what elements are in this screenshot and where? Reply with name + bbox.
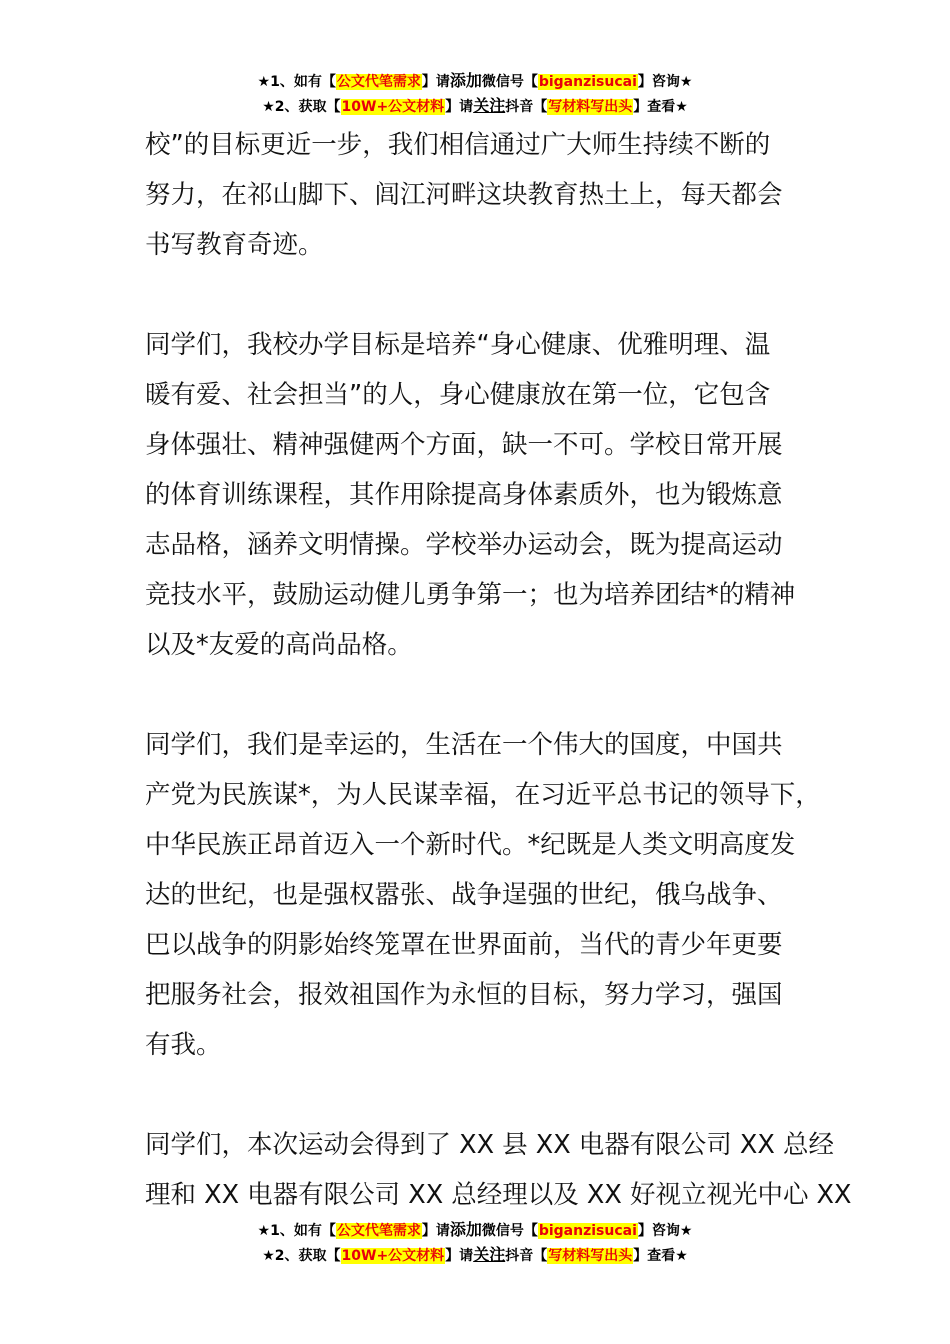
paragraph-1 [145, 120, 845, 270]
banner-text: 】请 [421, 74, 450, 90]
text-line: 身体强壮、精神强健两个方面，缺一不可。学校日常开展 [145, 430, 783, 460]
text-line: 书写教育奇迹。 [145, 230, 324, 260]
text-line: 产党为民族谋*，为人民谋幸福，在习近平总书记的领导下， [145, 780, 821, 810]
banner-text: ★1、如有【 [257, 1223, 336, 1239]
banner-text: 】查看★ [633, 99, 688, 115]
paragraph-gap [145, 670, 845, 720]
text-line: 竞技水平，鼓励运动健儿勇争第一；也为培养团结*的精神 [145, 580, 796, 610]
banner-highlight: 10W+公文材料 [341, 1248, 445, 1264]
banner-text: 】请 [445, 1248, 474, 1264]
text-line: 暖有爱、社会担当”的人，身心健康放在第一位，它包含 [145, 380, 771, 410]
banner-text: ★2、获取【 [262, 1248, 341, 1264]
footer-banner [0, 1217, 950, 1267]
text-line: 的体育训练课程，其作用除提高身体素质外，也为锻炼意 [145, 480, 783, 510]
banner-text: 微信号【 [481, 74, 538, 90]
text-line: 以及*友爱的高尚品格。 [145, 630, 413, 660]
banner-line-2 [0, 1242, 950, 1267]
banner-text: ★1、如有【 [257, 74, 336, 90]
banner-highlight: 写材料写出头 [548, 99, 633, 115]
text-line: 同学们，本次运动会得到了 XX 县 XX 电器有限公司 XX 总经 [145, 1130, 834, 1160]
banner-highlight: 10W+公文材料 [341, 99, 445, 115]
text-line: 同学们，我校办学目标是培养“身心健康、优雅明理、温 [145, 330, 771, 360]
banner-emphasis: 添加 [449, 1220, 482, 1239]
document-body [145, 120, 852, 1220]
banner-text: 】咨询★ [637, 1223, 693, 1239]
banner-text: 】请 [445, 99, 474, 115]
header-banner [0, 68, 950, 118]
banner-emphasis: 关注 [473, 96, 506, 115]
banner-emphasis: 关注 [473, 1245, 506, 1264]
banner-highlight: biganzisucai [538, 74, 637, 90]
banner-text: ★2、获取【 [262, 99, 341, 115]
paragraph-3 [145, 720, 845, 1070]
text-line: 巴以战争的阴影始终笼罩在世界面前，当代的青少年更要 [145, 930, 783, 960]
text-line: 努力，在祁山脚下、闾江河畔这块教育热土上，每天都会 [145, 180, 783, 210]
banner-line-1 [0, 68, 950, 93]
text-line: 中华民族正昂首迈入一个新时代。*纪既是人类文明高度发 [145, 830, 796, 860]
banner-text: 抖音【 [505, 99, 548, 115]
banner-text: 抖音【 [505, 1248, 548, 1264]
text-line: 达的世纪，也是强权嚣张、战争逞强的世纪，俄乌战争、 [145, 880, 783, 910]
text-line: 把服务社会，报效祖国作为永恒的目标，努力学习，强国 [145, 980, 783, 1010]
banner-text: 】查看★ [633, 1248, 688, 1264]
banner-text: 微信号【 [481, 1223, 538, 1239]
banner-line-1 [0, 1217, 950, 1242]
text-line: 志品格，涵养文明情操。学校举办运动会，既为提高运动 [145, 530, 783, 560]
paragraph-gap [145, 270, 845, 320]
text-line: 校”的目标更近一步，我们相信通过广大师生持续不断的 [145, 130, 771, 160]
text-line: 有我。 [145, 1030, 222, 1060]
banner-text: 】咨询★ [637, 74, 693, 90]
banner-highlight: 公文代笔需求 [336, 74, 421, 90]
banner-emphasis: 添加 [449, 71, 482, 90]
banner-line-2 [0, 93, 950, 118]
banner-highlight: biganzisucai [538, 1223, 637, 1239]
banner-highlight: 写材料写出头 [548, 1248, 633, 1264]
paragraph-2 [145, 320, 845, 670]
text-line: 同学们，我们是幸运的，生活在一个伟大的国度，中国共 [145, 730, 783, 760]
banner-highlight: 公文代笔需求 [336, 1223, 421, 1239]
banner-text: 】请 [421, 1223, 450, 1239]
text-line: 理和 XX 电器有限公司 XX 总经理以及 XX 好视立视光中心 XX [145, 1180, 852, 1210]
paragraph-4 [145, 1120, 852, 1220]
paragraph-gap [145, 1070, 845, 1120]
